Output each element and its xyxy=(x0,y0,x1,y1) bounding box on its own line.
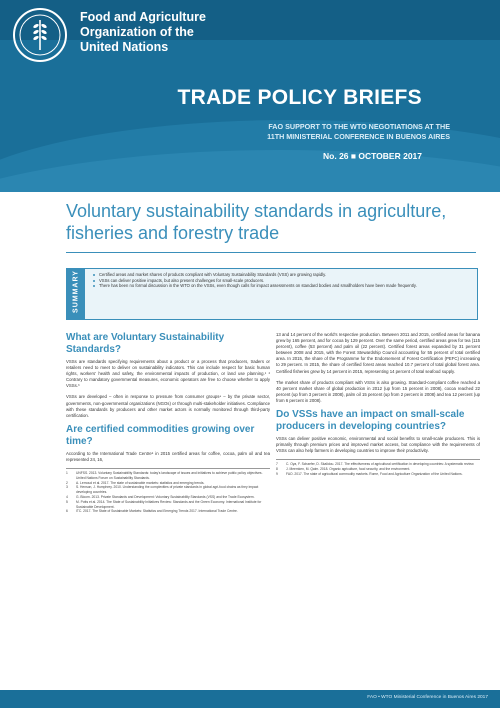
footnote-text: C. Oya, F. Schaefer, D. Skalidou. 2017. The effectiveness of agricultural certification in developing countries: A systematic review. xyxy=(286,462,475,467)
section-heading: What are Voluntary Sustainability Standards? xyxy=(66,332,225,355)
footnote-number: 9 xyxy=(276,471,278,476)
title-divider xyxy=(66,252,476,253)
document-title: Voluntary sustainability standards in agriculture, fisheries and forestry trade xyxy=(66,201,447,243)
series-title: TRADE POLICY BRIEFS xyxy=(177,86,422,109)
footnote xyxy=(66,471,270,481)
summary-list xyxy=(93,272,473,289)
paragraph: VSSs can deliver positive economic, environmental and social benefits to small-scale producers. This is primarily through premium prices and improved market access, but compliance with the requirements of VSSs can also help farmers in developing countries to improve their productivity. xyxy=(276,436,480,454)
footnote xyxy=(66,509,270,514)
org-line-1: Food and Agriculture xyxy=(80,10,206,24)
summary-tab xyxy=(67,269,85,319)
left-column xyxy=(66,332,270,514)
footnote-number: 2 xyxy=(66,480,68,485)
footnote-text: M. Potts et al. 2014. The State of Sustainability Initiatives Review: Standards and the Green Economy. International Institute for Sustainable Development. xyxy=(76,499,262,509)
footnote-number: 3 xyxy=(66,485,68,490)
footnotes xyxy=(276,459,480,476)
footer-text: FAO • WTO Ministerial Conference in Buenos Aires 2017 xyxy=(367,695,488,700)
summary-bullet: There has been no formal discussion in the WTO on the VSSs, even though calls for impact assessments on standard bodies and smallholders have been made frequently. xyxy=(93,283,473,289)
footnote-number: 4 xyxy=(66,495,68,500)
fao-logo-icon xyxy=(13,8,67,62)
paragraph: The market share of products compliant with VSSs is also growing. Standard-compliant coffee reached a 40 percent market share of global production in 2012 (up from 15 percent in 2008), cocoa reached 22 percent (up from 3 percent in 2008), palm oil 15 percent (up from 2 percent in 2008) and tea 12 percent (up from 6 percent in 2008). xyxy=(276,379,480,403)
summary-box xyxy=(66,268,478,320)
section-heading: Are certified commodities growing over time? xyxy=(66,423,255,447)
footnote-number: 5 xyxy=(66,499,68,504)
footnotes xyxy=(66,468,270,514)
summary-bullet: Certified areas and market shares of products compliant with Voluntary Sustainability Standards (VSS) are growing rapidly. xyxy=(93,272,473,278)
footnote-text: UNFSS. 2013. Voluntary Sustainability Standards: today’s landscape of issues and initiatives to achieve public policy objectives. United Nations Forum on Sustainability Standards. xyxy=(76,471,263,480)
footnote-text: FAO. 2017. The state of agricultural commodity markets. Rome, Food and Agriculture Organization of the United Nations. xyxy=(286,471,463,476)
support-line-1: FAO SUPPORT TO THE WTO NEGOTIATIONS AT THE xyxy=(268,122,450,131)
footnote-text: G. Bloom. 2013. Private Standards and Development: Voluntary Sustainability Standards (VSS) and the Trade Ecosystem. xyxy=(76,495,255,500)
paragraph: 13 and 14 percent of the world’s respective production. Between 2011 and 2015, certified areas for banana grew by 165 percent, and for cocoa by 129 percent. Over the same period, certified areas grew for tea (115 percent), coffee (53 percent) and palm oil (22 percent). Certified forest areas expanded by 31 percent between 2008 and 2015, with the Forest Stewardship Council accounting for 55 percent of total certified area. In 2015, the share of the Programme for the Endorsement of Forest Certification (PEFC) increasing to 29 percent. In 2015, the share of certified forest areas reached 10.7 percent of total global forest area. Certified fisheries grew by 14 percent in 2015, representing 14 percent of total seafood supply. xyxy=(276,332,480,374)
footnote-text: ITC. 2017. The State of Sustainable Markets: Statistics and Emerging Trends 2017. International Trade Centre. xyxy=(76,509,238,514)
org-line-3: United Nations xyxy=(80,40,169,54)
footnote-number: 7 xyxy=(276,462,278,467)
issue-number: No. 26 ■ OCTOBER 2017 xyxy=(323,151,422,161)
paragraph: According to the International Trade Centre⁵ in 2015 certified areas for coffee, cocoa, palm oil and tea represented 24, 16, xyxy=(66,450,270,462)
footnote-text: J. Meemken, M. Qaim. 2018. Organic agriculture, food security, and the environment. xyxy=(286,467,411,472)
footer-bar xyxy=(0,690,500,708)
footnote-number: 8 xyxy=(276,467,278,472)
section-heading: Do VSSs have an impact on small-scale producers in developing countries? xyxy=(276,409,465,433)
footnote-number: 1 xyxy=(66,471,68,476)
paragraph: VSSs are developed – often in response to pressure from consumer groups⁴ – by the private sector, governments, non-governmental organizations (NGOs) or through multi-stakeholder initiatives. Compliance with these standards by producers and other market actors is normally monitored through third-party certification. xyxy=(66,394,270,418)
org-line-2: Organization of the xyxy=(80,25,194,39)
support-line-2: 11TH MINISTERIAL CONFERENCE IN BUENOS AIRES xyxy=(267,132,450,141)
paragraph: VSSs are standards specifying requirements about a product or a process that producers, traders or retailers need to meet to deliver on sustainability indicators. This can include respect for basic human rights, workers' health and safety, the environmental impacts of production, or land use planning.¹ ² Contrary to mandatory governmental measures, economic operators are free to choose whether to apply VSSs.³ xyxy=(66,359,270,389)
footnote-number: 6 xyxy=(66,509,68,514)
summary-bullet: VSSs can deliver positive impacts, but also present challenges for small-scale producers. xyxy=(93,278,473,284)
support-subtitle xyxy=(150,122,450,142)
right-column xyxy=(276,332,480,477)
header-banner xyxy=(0,0,500,192)
footnote xyxy=(66,500,270,510)
footnote-text: S. Henson, J. Humphrey. 2010. Understanding the complexities of private standards in global agri-food chains as they impact developing countries. xyxy=(76,485,259,495)
footnote-text: A. Lernoud et al. 2017. The state of sustainable markets: statistics and emerging trends. xyxy=(76,480,205,485)
footnote xyxy=(66,485,270,495)
summary-label: SUMMARY xyxy=(72,270,80,313)
organization-name xyxy=(80,10,280,55)
footnote xyxy=(276,472,480,477)
